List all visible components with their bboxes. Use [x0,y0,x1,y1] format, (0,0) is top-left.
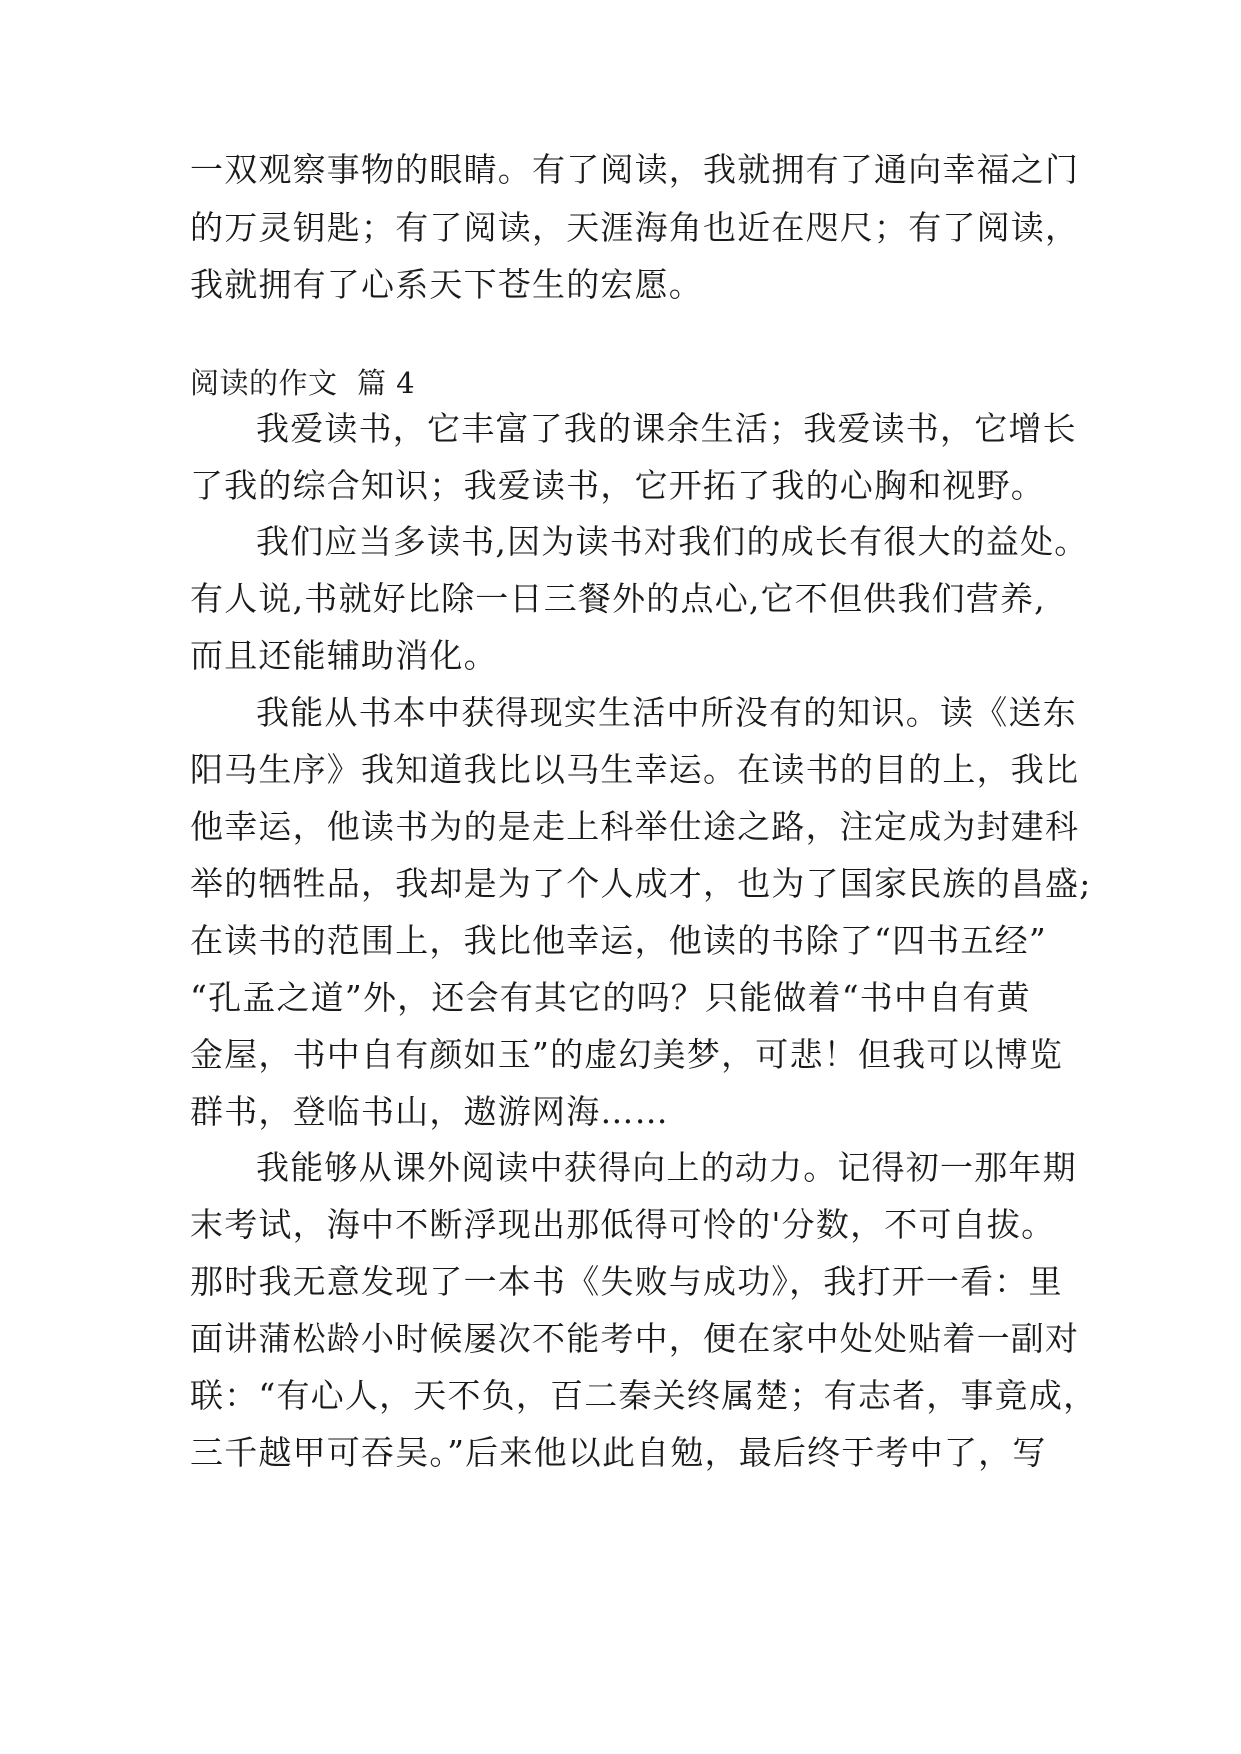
text-line: 在读书的范围上，我比他幸运，他读的书除了“四书五经” [190,921,1047,960]
text-line: 群书，登临书山，遨游网海…… [190,1092,669,1131]
section-heading [190,363,1070,403]
text-line: 三千越甲可吞吴。”后来他以此自勉，最后终于考中了，写 [190,1433,1047,1472]
text-line: 的万灵钥匙；有了阅读，天涯海角也近在咫尺；有了阅读， [190,208,1080,247]
text-line: 他幸运，他读书为的是走上科举仕途之路，注定成为封建科 [190,807,1080,846]
text-line: 联：“有心人，天不负，百二秦关终属楚；有志者，事竟成， [190,1376,1098,1415]
text-line: 举的牺牲品，我却是为了个人成才，也为了国家民族的昌盛; [190,864,1092,903]
section-title: 阅读的作文 [190,366,338,400]
text-line: 我就拥有了心系天下苍生的宏愿。 [190,265,703,304]
text-line: 阳马生序》我知道我比以马生幸运。在读书的目的上，我比 [190,750,1080,789]
text-line: 面讲蒲松龄小时候屡次不能考中，便在家中处处贴着一副对 [190,1319,1080,1358]
text-line: 我能够从课外阅读中获得向上的动力。记得初一那年期 [256,1148,1077,1187]
text-line: 我们应当多读书,因为读书对我们的成长有很大的益处。 [256,522,1089,561]
text-line: “孔孟之道”外，还会有其它的吗？只能做着“书中自有黄 [190,978,1031,1017]
text-line: 金屋，书中自有颜如玉”的虚幻美梦，可悲！但我可以博览 [190,1035,1064,1074]
section-number: 篇 4 [356,366,416,400]
text-line: 而且还能辅助消化。 [190,636,498,675]
text-line: 末考试，海中不断浮现出那低得可怜的'分数，不可自拔。 [190,1205,1056,1244]
text-line: 有人说,书就好比除一日三餐外的点心,它不但供我们营养, [190,579,1046,618]
text-line: 那时我无意发现了一本书《失败与成功》，我打开一看：里 [190,1262,1063,1301]
text-line: 一双观察事物的眼睛。有了阅读，我就拥有了通向幸福之门 [190,150,1080,189]
text-line: 我爱读书，它丰富了我的课余生活；我爱读书，它增长 [256,409,1077,448]
text-line: 了我的综合知识；我爱读书，它开拓了我的心胸和视野。 [190,466,1045,505]
text-line: 我能从书本中获得现实生活中所没有的知识。读《送东 [256,693,1077,732]
